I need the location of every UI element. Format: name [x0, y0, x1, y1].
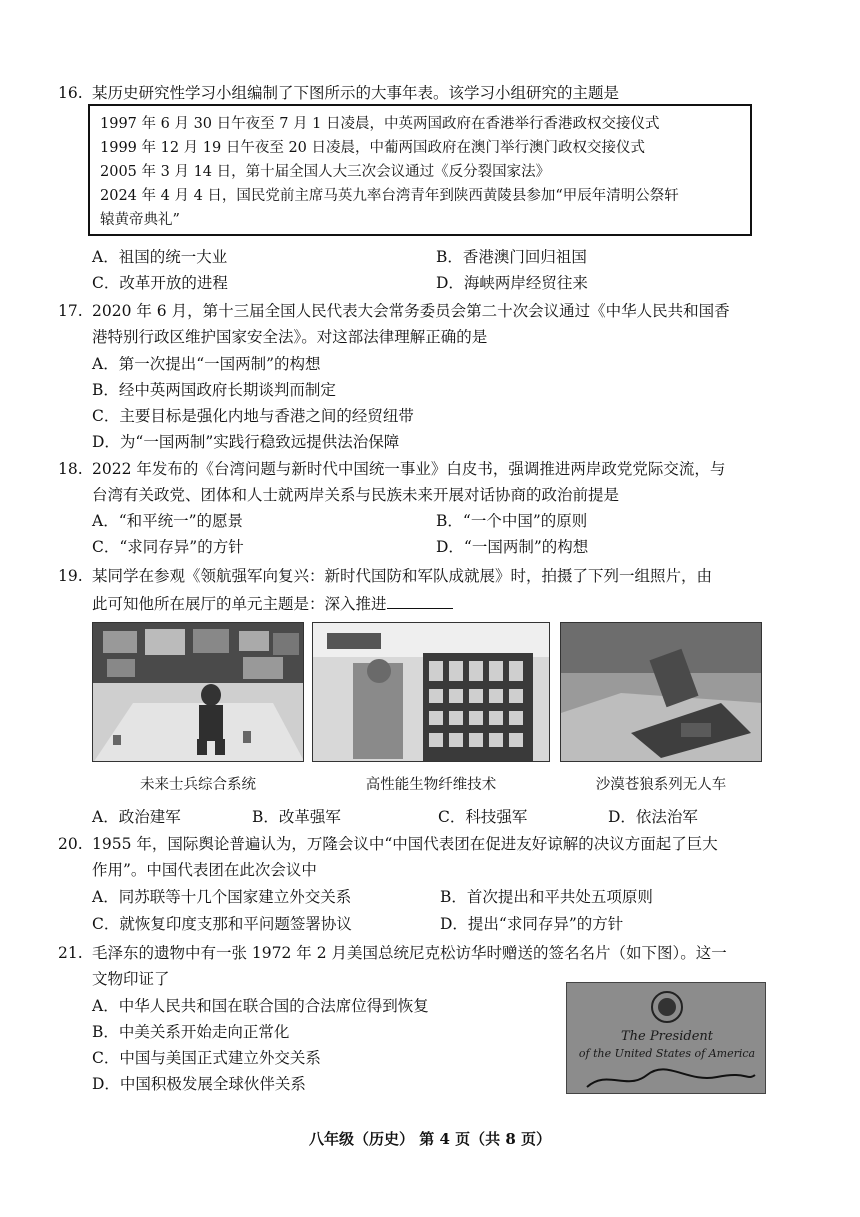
q17-stem-line2: 港特别行政区维护国家安全法》。对这部法律理解正确的是: [92, 328, 488, 346]
q21-option-c: C．中国与美国正式建立外交关系: [92, 1049, 321, 1067]
card-subtitle-text: of the United States of America: [578, 1047, 756, 1060]
q20-number: 20.: [58, 835, 83, 853]
q16-table-line: 2024 年 4 月 4 日，国民党前主席马英九率台湾青年到陕西黄陵县参加“甲辰年清明公祭轩: [100, 188, 679, 204]
q19-option-c: C．科技强军: [438, 808, 528, 826]
q16-number: 16.: [58, 84, 83, 102]
q19-option-b: B．改革强军: [252, 808, 341, 826]
q18-option-b: B．“一个中国”的原则: [436, 512, 588, 530]
q18-stem-line2: 台湾有关政党、团体和人士就两岸关系与民族未来开展对话协商的政治前提是: [92, 486, 620, 504]
q16-option-d: D．海峡两岸经贸往来: [436, 274, 588, 292]
q21-text-line1: 毛泽东的遗物中有一张 1972 年 2 月美国总统尼克松访华时赠送的签名名片（如下图）。这一: [92, 944, 727, 962]
q18-text-line1: 2022 年发布的《台湾问题与新时代中国统一事业》白皮书，强调推进两岸政党党际交流，与: [92, 460, 726, 478]
q16-table-line: 2005 年 3 月 14 日，第十届全国人大三次会议通过《反分裂国家法》: [100, 164, 551, 180]
page-footer: 八年级（历史） 第 4 页（共 8 页）: [309, 1130, 551, 1148]
q19-text-line1: 某同学在参观《领航强军向复兴：新时代国防和军队成就展》时，拍摄了下列一组照片，由: [92, 567, 713, 585]
q17-option-a: A．第一次提出“一国两制”的构想: [92, 355, 321, 373]
q21-option-b: B．中美关系开始走向正常化: [92, 1023, 290, 1041]
photo-desert-wolf-unmanned-vehicle: [560, 622, 762, 762]
q17-option-b: B．经中英两国政府长期谈判而制定: [92, 381, 336, 399]
q16-option-b: B．香港澳门回归祖国: [436, 248, 587, 266]
q17-stem: [58, 298, 730, 324]
q16-option-a: A．祖国的统一大业: [92, 248, 228, 266]
caption-unmanned-vehicle: 沙漠苍狼系列无人车: [595, 777, 727, 793]
q18-option-d: D．“一国两制”的构想: [436, 538, 589, 556]
nixon-signed-card-image: [566, 982, 766, 1094]
answer-blank: [387, 590, 453, 609]
q17-option-c: C．主要目标是强化内地与香港之间的经贸纽带: [92, 407, 414, 425]
photo-future-soldier-system: [92, 622, 304, 762]
q18-stem: [58, 456, 725, 482]
q20-option-a: A．同苏联等十几个国家建立外交关系: [92, 888, 352, 906]
q16-event-table: [88, 104, 752, 236]
q21-stem: [58, 940, 727, 966]
photo-bio-fiber-technology: [312, 622, 550, 762]
q19-number: 19.: [58, 567, 83, 585]
q16-table-line: 1997 年 6 月 30 日午夜至 7 月 1 日凌晨，中英两国政府在香港举行香港政权交接仪式: [100, 116, 660, 132]
q18-number: 18.: [58, 460, 83, 478]
q16-table-line: 1999 年 12 月 19 日午夜至 20 日凌晨，中葡两国政府在澳门举行澳门政权交接仪式: [100, 140, 646, 156]
q21-stem-line2: 文物印证了: [92, 970, 170, 988]
unmanned-vehicle-image: [561, 623, 762, 762]
q17-number: 17.: [58, 302, 83, 320]
q19-text-line2: 此可知他所在展厅的单元主题是：深入推进: [92, 595, 387, 613]
q19-stem-line2: [92, 590, 453, 617]
q21-option-a: A．中华人民共和国在联合国的合法席位得到恢复: [92, 997, 429, 1015]
q17-option-d: D．为“一国两制”实践行稳致远提供法治保障: [92, 433, 400, 451]
q20-option-c: C．就恢复印度支那和平问题签署协议: [92, 915, 352, 933]
q19-stem: [58, 563, 712, 589]
q20-stem: [58, 831, 718, 857]
q16-option-c: C．改革开放的进程: [92, 274, 228, 292]
q20-option-d: D．提出“求同存异”的方针: [440, 915, 624, 933]
q20-text-line1: 1955 年，国际舆论普遍认为，万隆会议中“中国代表团在促进友好谅解的决议方面起了巨大: [92, 835, 718, 853]
caption-future-soldier: 未来士兵综合系统: [140, 777, 256, 793]
q19-option-a: A．政治建军: [92, 808, 181, 826]
q17-text-line1: 2020 年 6 月，第十三届全国人民代表大会常务委员会第二十次会议通过《中华人民共和国香: [92, 302, 730, 320]
card-title-text: The President: [621, 1029, 713, 1044]
bio-fiber-image: [313, 623, 550, 762]
q20-option-b: B．首次提出和平共处五项原则: [440, 888, 653, 906]
q18-option-c: C．“求同存异”的方针: [92, 538, 244, 556]
q21-option-d: D．中国积极发展全球伙伴关系: [92, 1075, 306, 1093]
future-soldier-image: [93, 623, 304, 762]
q16-stem: [58, 80, 619, 106]
q16-text: 某历史研究性学习小组编制了下图所示的大事年表。该学习小组研究的主题是: [92, 84, 620, 102]
q21-number: 21.: [58, 944, 83, 962]
q16-table-line: 辕黄帝典礼”: [100, 212, 180, 228]
q18-option-a: A．“和平统一”的愿景: [92, 512, 244, 530]
q20-stem-line2: 作用”。中国代表团在此次会议中: [92, 861, 317, 879]
q19-option-d: D．依法治军: [608, 808, 698, 826]
caption-bio-fiber: 高性能生物纤维技术: [365, 777, 497, 793]
